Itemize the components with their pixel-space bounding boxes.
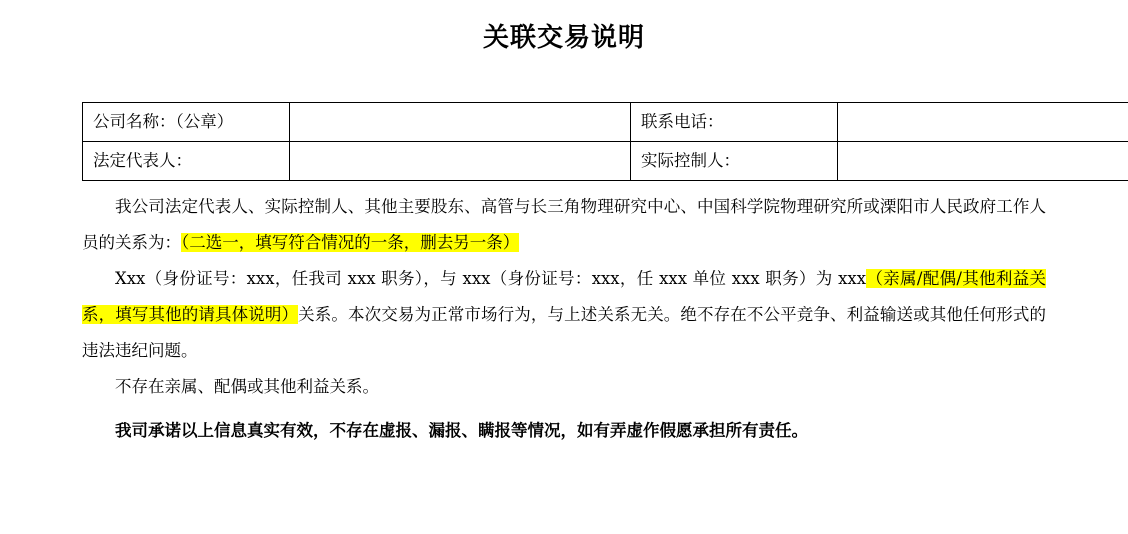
paragraph-2-highlight: （亲属/配偶/其他利益关系，填写其他的请具体说明） (82, 269, 1046, 324)
table-row (83, 142, 1128, 181)
company-name-value[interactable] (290, 103, 631, 142)
actual-controller-label: 实际控制人： (631, 142, 838, 181)
paragraph-relationship-detail (82, 261, 1046, 369)
contact-phone-value[interactable] (838, 103, 1128, 142)
table-row (83, 103, 1128, 142)
legal-representative-value[interactable] (290, 142, 631, 181)
paragraph-1-text: 我公司法定代表人、实际控制人、其他主要股东、高管与长三角物理研究中心、中国科学院物理研究所或溧阳市人民政府工作人员的关系为： (82, 197, 1046, 252)
contact-phone-label: 联系电话： (631, 103, 838, 142)
paragraph-relationship-statement (82, 189, 1046, 261)
paragraph-no-relationship: 不存在亲属、配偶或其他利益关系。 (82, 369, 1046, 405)
paragraph-1-highlight: （二选一，填写符合情况的一条，删去另一条） (181, 233, 519, 252)
document-page (0, 18, 1128, 534)
document-body (82, 189, 1046, 449)
paragraph-2-tail: 关系。本次交易为正常市场行为，与上述关系无关。绝不存在不公平竞争、利益输送或其他任何形式的违法违纪问题。 (82, 305, 1046, 360)
legal-representative-label: 法定代表人： (83, 142, 290, 181)
actual-controller-value[interactable] (838, 142, 1128, 181)
paragraph-2-lead: Xxx（身份证号：xxx，任我司 xxx 职务），与 xxx（身份证号：xxx，任 xxx 单位 xxx 职务）为 xxx (115, 269, 866, 288)
page-title: 关联交易说明 (0, 18, 1128, 58)
paragraph-commitment: 我司承诺以上信息真实有效，不存在虚报、漏报、瞒报等情况，如有弄虚作假愿承担所有责任。 (82, 413, 1046, 449)
company-name-label: 公司名称：（公章） (83, 103, 290, 142)
company-info-table (82, 102, 1128, 181)
